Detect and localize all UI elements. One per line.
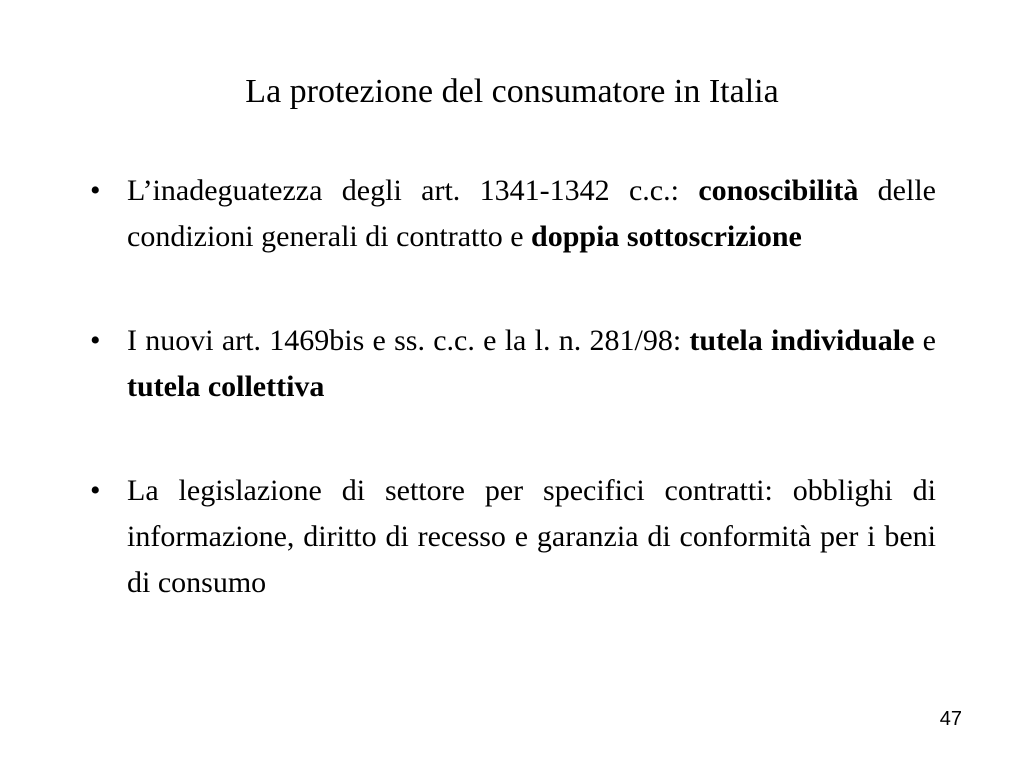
- bullet-icon: •: [90, 474, 101, 507]
- bullet-text-segment: I nuovi art. 1469bis e ss. c.c. e la l. n. 281/98:: [127, 324, 690, 357]
- bullet-item: [90, 318, 936, 410]
- bullet-text: [127, 324, 936, 403]
- bullet-list: [90, 168, 936, 606]
- bullet-text-segment: L’inadeguatezza degli art. 1341-1342 c.c.:: [127, 174, 699, 207]
- bullet-text-bold: doppia sottoscrizione: [531, 220, 802, 253]
- slide-title: La protezione del consumatore in Italia: [245, 73, 779, 110]
- bullet-text-bold: conoscibilità: [698, 174, 859, 207]
- bullet-text-segment: La legislazione di settore per specifici contratti: obblighi di informazione, diritto di recesso e garanzia di conformità per i beni di consumo: [127, 474, 936, 599]
- bullet-item: [90, 468, 936, 606]
- bullet-text: [127, 474, 936, 599]
- bullet-icon: •: [90, 324, 101, 357]
- bullet-text-bold: tutela collettiva: [127, 370, 325, 403]
- bullet-icon: •: [90, 174, 101, 207]
- page-number: 47: [939, 708, 962, 730]
- bullet-text-segment: delle condizioni generali di contratto e: [127, 174, 936, 253]
- bullet-item: [90, 168, 936, 260]
- bullet-text-segment: e: [914, 324, 936, 357]
- bullet-text-bold: tutela individuale: [689, 324, 915, 357]
- bullet-text: [127, 174, 936, 253]
